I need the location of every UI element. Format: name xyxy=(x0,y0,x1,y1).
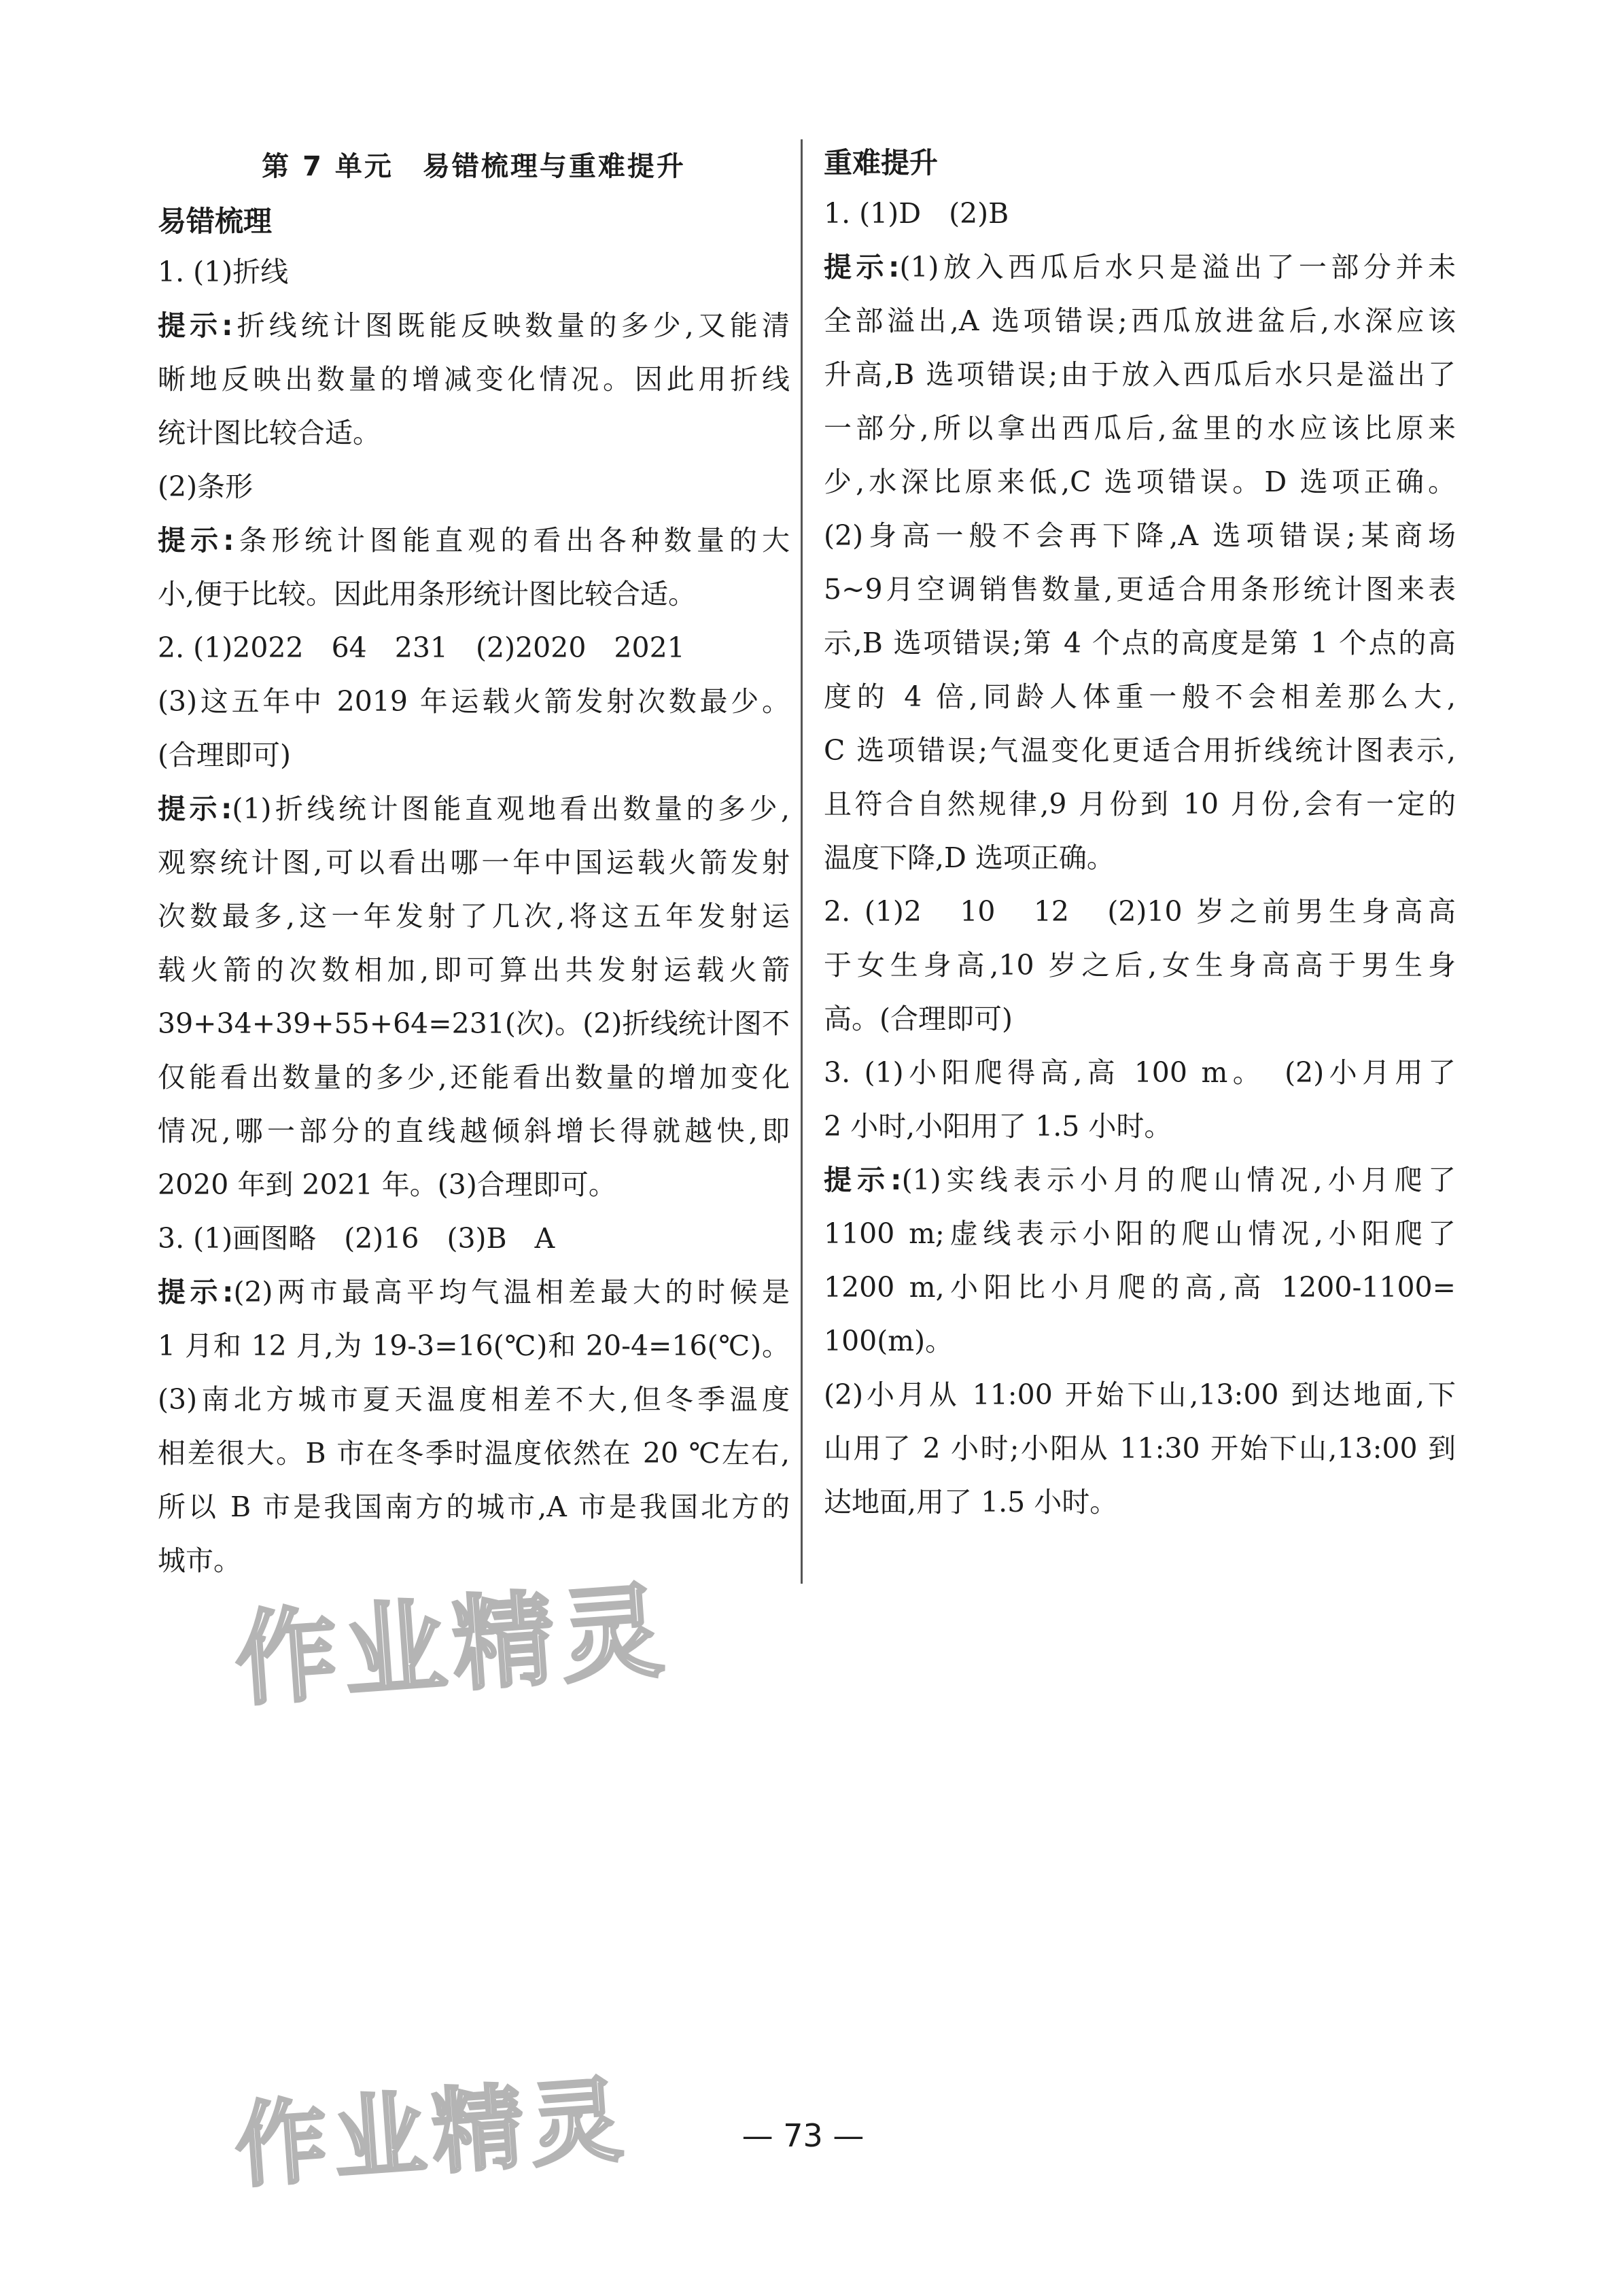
answer-line: 1. (1)D (2)B xyxy=(824,197,1009,230)
hint-label: 提示: xyxy=(824,1164,902,1196)
answer-line: 载火箭的次数相加,即可算出共发射运载火箭 xyxy=(158,954,790,986)
answer-line: 3. (1)小阳爬得高,高 100 m。 (2)小月用了 xyxy=(824,1056,1456,1089)
answer-line: 提示:条形统计图能直观的看出各种数量的大 xyxy=(158,524,790,557)
answer-line: 一部分,所以拿出西瓜后,盆里的水应该比原来 xyxy=(824,412,1456,445)
answer-line: 少,水深比原来低,C 选项错误。D 选项正确。 xyxy=(824,466,1456,498)
answer-line: 统计图比较合适。 xyxy=(158,417,381,449)
hint-label: 提示: xyxy=(158,524,234,557)
answer-line: 升高,B 选项错误;由于放入西瓜后水只是溢出了 xyxy=(824,358,1456,391)
answer-line: 100(m)。 xyxy=(824,1325,954,1357)
answer-line: 相差很大。B 市在冬季时温度依然在 20 ℃左右, xyxy=(158,1437,790,1469)
left-column xyxy=(158,139,790,1588)
answer-line: (2)条形 xyxy=(158,470,254,503)
answer-line: 提示:(2)两市最高平均气温相差最大的时候是 xyxy=(158,1276,790,1308)
answer-line: 5~9月空调销售数量,更适合用条形统计图来表 xyxy=(824,573,1456,606)
answer-line: 且符合自然规律,9 月份到 10 月份,会有一定的 xyxy=(824,788,1456,820)
section-heading-advanced: 重难提升 xyxy=(824,146,939,179)
page-number: — 73 — xyxy=(741,2117,865,2154)
right-column xyxy=(824,139,1456,1529)
answer-line: 示,B 选项错误;第 4 个点的高度是第 1 个点的高 xyxy=(824,627,1456,659)
answer-line: 高。(合理即可) xyxy=(824,1003,1013,1035)
hint-label: 提示: xyxy=(158,793,232,825)
answer-line: 提示:(1)折线统计图能直观地看出数量的多少, xyxy=(158,793,790,825)
hint-label: 提示: xyxy=(824,251,900,283)
answer-line: 于女生身高,10 岁之后,女生身高高于男生身 xyxy=(824,949,1456,981)
answer-line: 1. (1)折线 xyxy=(158,256,289,288)
unit-title: 第 7 单元 易错梳理与重难提升 xyxy=(262,151,686,182)
answer-line: 晰地反映出数量的增减变化情况。因此用折线 xyxy=(158,363,790,396)
answer-line: 所以 B 市是我国南方的城市,A 市是我国北方的 xyxy=(158,1491,790,1523)
answer-line: 仅能看出数量的多少,还能看出数量的增加变化 xyxy=(158,1061,790,1094)
answer-line: 39+34+39+55+64=231(次)。(2)折线统计图不 xyxy=(158,1007,790,1040)
answer-line: (3)南北方城市夏天温度相差不大,但冬季温度 xyxy=(158,1383,790,1416)
answer-line: 1200 m,小阳比小月爬的高,高 1200-1100= xyxy=(824,1271,1456,1304)
watermark-logo: 作业精灵 xyxy=(232,2066,633,2201)
answer-line: C 选项错误;气温变化更适合用折线统计图表示, xyxy=(824,734,1456,767)
answer-line: 3. (1)画图略 (2)16 (3)B A xyxy=(158,1222,555,1255)
answer-line: 山用了 2 小时;小阳从 11:30 开始下山,13:00 到 xyxy=(824,1432,1456,1465)
hint-label: 提示: xyxy=(158,1276,234,1308)
answer-line: 全部溢出,A 选项错误;西瓜放进盆后,水深应该 xyxy=(824,305,1456,337)
right-answer-lines xyxy=(824,187,1456,1529)
answer-line: 小,便于比较。因此用条形统计图比较合适。 xyxy=(158,578,697,610)
answer-line: 2. (1)2 10 12 (2)10 岁之前男生身高高 xyxy=(824,895,1456,928)
answer-line: 提示:折线统计图既能反映数量的多少,又能清 xyxy=(158,309,790,342)
answer-line: 达地面,用了 1.5 小时。 xyxy=(824,1486,1118,1518)
answer-line: 提示:(1)放入西瓜后水只是溢出了一部分并未 xyxy=(824,251,1456,283)
answer-line: 提示:(1)实线表示小月的爬山情况,小月爬了 xyxy=(824,1164,1456,1196)
answer-line: 观察统计图,可以看出哪一年中国运载火箭发射 xyxy=(158,846,790,879)
answer-line: 2020 年到 2021 年。(3)合理即可。 xyxy=(158,1168,616,1201)
answer-line: 城市。 xyxy=(158,1544,241,1577)
left-answer-lines xyxy=(158,245,790,1588)
answer-line: 2 小时,小阳用了 1.5 小时。 xyxy=(824,1110,1172,1143)
section-heading-mistakes: 易错梳理 xyxy=(158,205,273,238)
answer-line: 2. (1)2022 64 231 (2)2020 2021 xyxy=(158,631,685,664)
answer-line: 温度下降,D 选项正确。 xyxy=(824,841,1115,874)
answer-line: 度的 4 倍,同龄人体重一般不会相差那么大, xyxy=(824,680,1456,713)
answer-line: 情况,哪一部分的直线越倾斜增长得就越快,即 xyxy=(158,1115,790,1147)
answer-line: 1 月和 12 月,为 19-3=16(℃)和 20-4=16(℃)。 xyxy=(158,1329,790,1362)
answer-line: 1100 m;虚线表示小阳的爬山情况,小阳爬了 xyxy=(824,1217,1456,1250)
answer-line: (3)这五年中 2019 年运载火箭发射次数最少。 xyxy=(158,685,790,718)
column-divider xyxy=(801,139,803,1584)
answer-line: 次数最多,这一年发射了几次,将这五年发射运 xyxy=(158,900,790,933)
answer-line: (2)小月从 11:00 开始下山,13:00 到达地面,下 xyxy=(824,1378,1456,1411)
watermark-logo: 作业精灵 xyxy=(231,1571,674,1721)
hint-label: 提示: xyxy=(158,309,233,342)
answer-line: (合理即可) xyxy=(158,739,291,771)
answer-line: (2)身高一般不会再下降,A 选项错误;某商场 xyxy=(824,519,1456,552)
